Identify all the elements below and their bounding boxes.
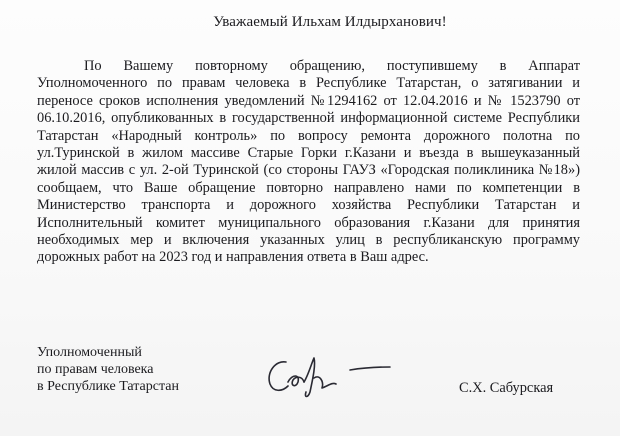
signatory-title-line-2: по правам человека <box>37 362 154 377</box>
letter-body: По Вашему повторному обращению, поступившему в Аппарат Уполномоченного по правам человека в Республике Татарстан, о затягивании и переносе сроков исполнения уведомлений №1294162 от 12.04.2016 и № 1523790 от 06.10.2016, опубликованных в государственной информационной системе Республики Татарстан «Народный контроль» по вопросу ремонта дорожного полотна по ул.Туринской в жилом массиве Старые Горки г.Казани и въезда в вышеуказанный жилой массив с ул. 2-ой Туринской (со стороны ГАУЗ «Городская поликлиника №18») сообщаем, что Ваше обращение повторно направлено нами по компетенции в Министерство транспорта и дорожного хозяйства Республики Татарстан и Исполнительный комитет муниципального образования г.Казани для принятия необходимых мер и включения указанных улиц в республиканскую программу дорожных работ на 2023 год и направления ответа в Ваш адрес. <box>37 58 580 266</box>
signatory-title-line-1: Уполномоченный <box>37 345 142 360</box>
signatory-title <box>37 344 179 395</box>
signatory-name: С.Х. Сабурская <box>459 380 554 396</box>
letter-greeting: Уважаемый Ильхам Илдырханович! <box>213 14 447 30</box>
signatory-title-line-3: в Республике Татарстан <box>37 379 179 394</box>
handwritten-signature <box>262 352 412 402</box>
